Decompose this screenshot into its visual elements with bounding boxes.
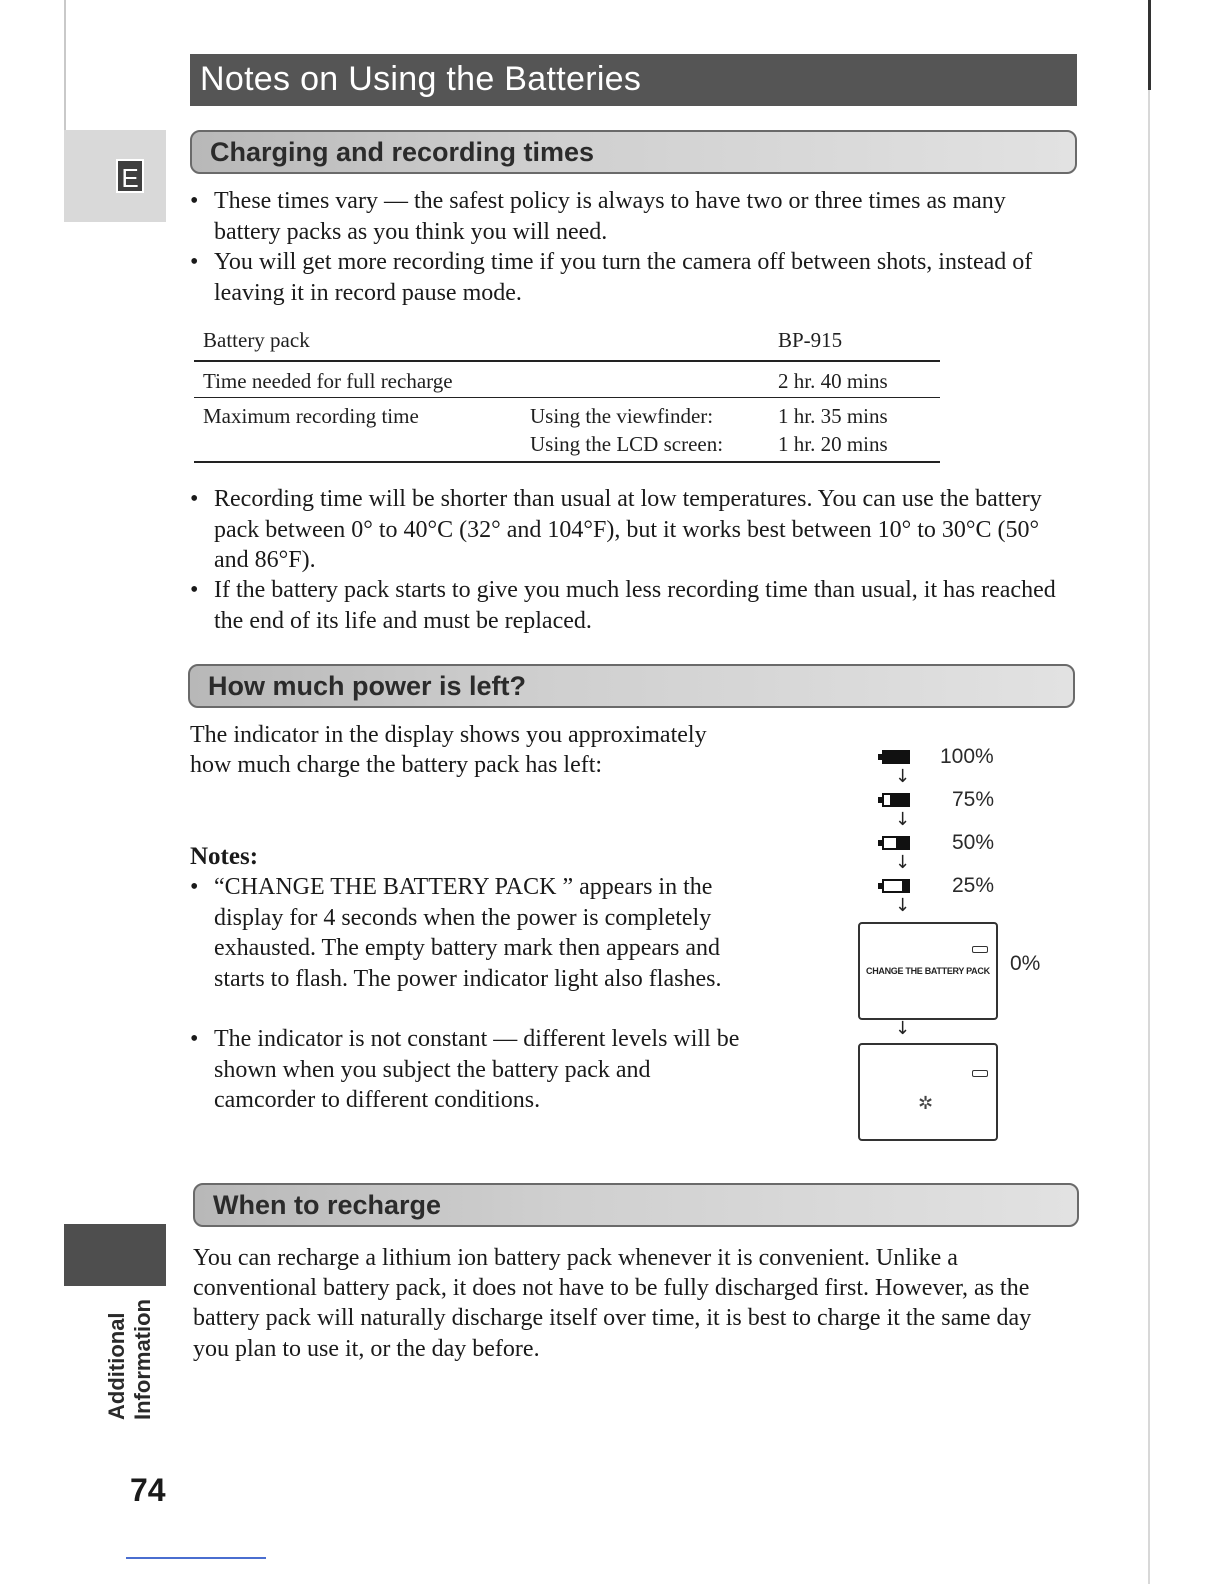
list-item: • The indicator is not constant — different levels will be shown when you subject the battery pack and camcorder to different conditions. bbox=[190, 1024, 750, 1116]
empty-level-label: 0% bbox=[1010, 952, 1041, 975]
list-item: • You will get more recording time if you turn the camera off between shots, instead of leaving it in record pause mode. bbox=[190, 247, 1050, 308]
list-item: • Recording time will be shorter than usual at low temperatures. You can use the battery pack between 0° to 40°C (32° and 104°F), but it works best between 10° to 30°C (50° and 86°F). bbox=[190, 484, 1070, 576]
bottom-rule bbox=[126, 1557, 266, 1559]
bullet-text: These times vary — the safest policy is always to have two or three times as many battery packs as you think you will need. bbox=[214, 188, 1006, 245]
note-text: The indicator is not constant — different levels will be shown when you subject the battery pack and camcorder to different conditions. bbox=[214, 1026, 740, 1113]
table-cell: Maximum recording time bbox=[203, 404, 419, 428]
power-intro: The indicator in the display shows you approximately how much charge the battery pack has left: bbox=[190, 722, 707, 779]
table-header-label: Battery pack bbox=[203, 328, 310, 352]
note-text: “CHANGE THE BATTERY PACK ” appears in the display for 4 seconds when the power is completely exhausted. The empty battery mark then appears and starts to flash. The power indicator light also flashes. bbox=[214, 874, 722, 992]
down-arrow-icon: ↓ bbox=[895, 895, 911, 916]
table-cell: 2 hr. 40 mins bbox=[778, 369, 888, 393]
battery-level-icon bbox=[882, 750, 910, 764]
section-heading-power: How much power is left? bbox=[188, 664, 1075, 708]
lcd-display-flashing bbox=[858, 1043, 998, 1141]
recharge-body: You can recharge a lithium ion battery pack whenever it is convenient. Unlike a conventional battery pack, it does not have to be fully discharged first. However, as the battery pack will naturally discharge itself over time, it is best to charge it the same day you plan to use it, or the day before. bbox=[193, 1245, 1032, 1362]
flash-icon: ✲ bbox=[918, 1093, 934, 1113]
battery-table bbox=[194, 326, 940, 466]
bullet-text: You will get more recording time if you turn the camera off between shots, instead of leaving it in record pause mode. bbox=[214, 249, 1033, 306]
table-rule bbox=[194, 397, 940, 398]
lcd-message: CHANGE THE BATTERY PACK bbox=[866, 966, 990, 976]
table-rule bbox=[194, 360, 940, 362]
battery-level-label: 25% bbox=[952, 874, 995, 897]
page-number: 74 bbox=[130, 1472, 166, 1508]
down-arrow-icon: ↓ bbox=[895, 809, 911, 830]
bullet-text: If the battery pack starts to give you much less recording time than usual, it has reached the end of its life and must be replaced. bbox=[214, 577, 1056, 634]
battery-level-icon bbox=[882, 836, 910, 850]
battery-level-label: 50% bbox=[952, 831, 995, 854]
section-heading-charging: Charging and recording times bbox=[190, 130, 1077, 174]
battery-level-icon bbox=[882, 879, 910, 893]
battery-level-label: 75% bbox=[952, 788, 995, 811]
battery-level-label: 100% bbox=[940, 745, 994, 768]
list-item: • These times vary — the safest policy is always to have two or three times as many battery packs as you think you will need. bbox=[190, 186, 1050, 247]
bullet-text: Recording time will be shorter than usual at low temperatures. You can use the battery pack between 0° to 40°C (32° and 104°F), but it works best between 10° to 30°C (50° and 86°F). bbox=[214, 486, 1042, 573]
list-item: • “CHANGE THE BATTERY PACK ” appears in the display for 4 seconds when the power is completely exhausted. The empty battery mark then appears and starts to flash. The power indicator light also flashes. bbox=[190, 872, 750, 994]
down-arrow-icon: ↓ bbox=[895, 852, 911, 873]
side-tab bbox=[64, 130, 166, 222]
table-cell: Time needed for full recharge bbox=[203, 369, 453, 393]
section-heading-recharge: When to recharge bbox=[193, 1183, 1079, 1227]
lcd-display-change-battery bbox=[858, 922, 998, 1020]
page-edge-right bbox=[1148, 0, 1150, 1584]
side-tab-letter: E bbox=[116, 159, 144, 193]
notes-heading: Notes: bbox=[190, 843, 259, 870]
list-item: • If the battery pack starts to give you much less recording time than usual, it has reached the end of its life and must be replaced. bbox=[190, 575, 1070, 636]
side-label-line2: Information bbox=[130, 1299, 155, 1420]
side-section-label bbox=[104, 1260, 156, 1420]
down-arrow-icon: ↓ bbox=[895, 1018, 911, 1039]
battery-level-icon bbox=[882, 793, 910, 807]
table-cell: Using the LCD screen: bbox=[530, 432, 724, 456]
table-rule bbox=[194, 461, 940, 463]
page-edge-right-top bbox=[1148, 0, 1151, 90]
table-header-value: BP-915 bbox=[778, 328, 843, 352]
table-cell: Using the viewfinder: bbox=[530, 404, 714, 428]
table-cell: 1 hr. 20 mins bbox=[778, 432, 888, 456]
table-cell: 1 hr. 35 mins bbox=[778, 404, 888, 428]
page-title: Notes on Using the Batteries bbox=[190, 54, 1077, 106]
empty-battery-icon bbox=[972, 946, 988, 953]
side-label-line1: Additional bbox=[104, 1312, 129, 1420]
empty-battery-icon bbox=[972, 1070, 988, 1077]
down-arrow-icon: ↓ bbox=[895, 766, 911, 787]
